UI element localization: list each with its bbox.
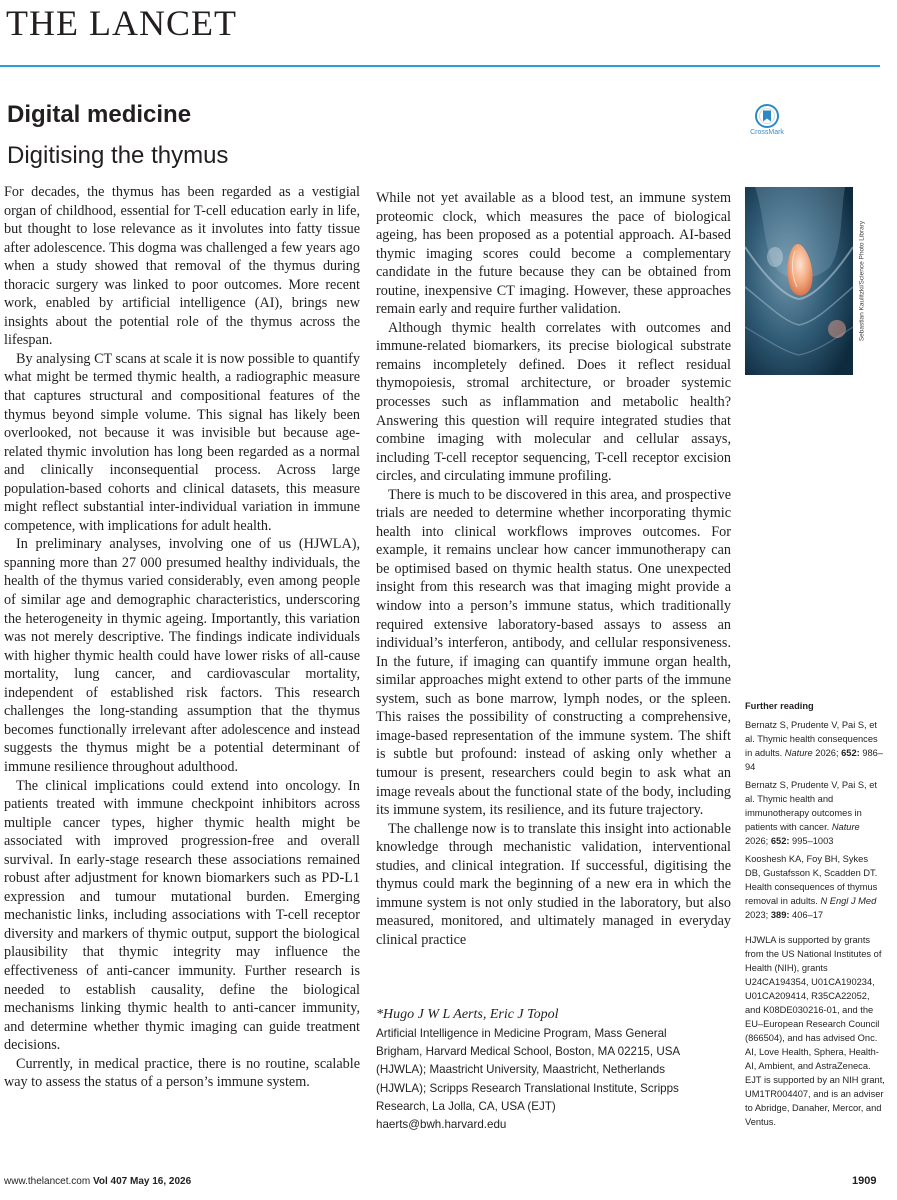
author-email[interactable]: haerts@bwh.harvard.edu — [376, 1118, 507, 1132]
footer-date: May 16, 2026 — [130, 1176, 192, 1187]
article-title: Digitising the thymus — [7, 142, 229, 169]
thymus-illustration — [745, 187, 853, 375]
crossmark-label: CrossMark — [750, 129, 784, 136]
body-paragraph: The challenge now is to translate this insight into actionable knowledge through mechanistic validation, interventional studies, and clinical integration. If successful, digitising the thymus could mark the beginning of a new era in which the immune system is not only studied in the laboratory, but also measured, monitored, and ultimately managed in everyday clinical practice — [376, 820, 731, 948]
journal-masthead: THE LANCET — [6, 3, 237, 43]
body-column-2 — [376, 189, 731, 949]
crossmark-badge[interactable] — [745, 104, 789, 136]
photo-credit-text: Sebastian Kaulitzki/Science Photo Library — [858, 220, 866, 342]
author-line: *Hugo J W L Aerts, Eric J Topol — [376, 1007, 559, 1022]
body-paragraph: Although thymic health correlates with outcomes and immune-related biomarkers, its precise biological substrate remains incompletely defined. Does it reflect residual thymopoiesis, stromal architecture, or broader systemic processes such as inflammation and metabolic health? Answering this question will require integrated studies that combine imaging with molecular and cellular assays, including T-cell receptor sequencing, T-cell receptor excision circles, and circulating immune profiling. — [376, 319, 731, 485]
section-heading: Digital medicine — [7, 101, 192, 128]
body-paragraph: There is much to be discovered in this area, and prospective trials are needed to determine whether incorporating thymic health into clinical workflows improves outcomes. For example, it remains unclear how cancer immunotherapy can be optimised based on thymic health status. One unexpected insight from this research was that imaging might provide a window into a person’s immune status, which traditionally required extensive laboratory-based assays to assess an individual’s interferon, antibody, and cellular responsiveness. In the future, if imaging can quantify immune organ health, similar approaches might extend to other parts of the immune system, such as bone marrow, lymph nodes, or the spleen. This raises the possibility of constructing a comprehensive, image-based representation of the immune system. The shift is subtle but profound: instead of asking only whether a tumour is present, researchers could begin to ask what an image reveals about the functional state of the body, including its immune system, its resilience, and its future trajectory. — [376, 486, 731, 819]
body-paragraph: While not yet available as a blood test, an immune system proteomic clock, which measures the pace of biological ageing, has been proposed as a potential approach. AI-based thymic imaging scores could become a complementary candidate in the future because they can be obtained from routine, inexpensive CT imaging. However, these approaches remain early and require further validation. — [376, 190, 731, 318]
body-paragraph: The clinical implications could extend into oncology. In patients treated with immune checkpoint inhibitors across multiple cancer types, higher thymic health might be associated with improved progression-free and overall survival. In early-stage research these associations remained robust after adjustment for known biomarkers such as PD-L1 expression and tumour mutational burden. Emerging mechanistic links, including associations with T-cell receptor diversity and markers of thymic output, support the biological plausibility that thymic integrity may influence the effectiveness of anti-cancer immunity. Further research is needed to establish causality, define the biological mechanisms linking thymic health to anti-cancer immunity, and determine whether thymic imaging can guide treatment decisions. — [4, 777, 360, 1054]
body-paragraph: By analysing CT scans at scale it is now possible to quantify what might be termed thymic health, a radiographic measure that captures structural and compositional features of the thymus beyond simple volume. This signal has likely been overlooked, not because it was invisible but because age-related thymic involution has long been regarded as a normal and clinically inconsequential process. Across large population-based cohorts and clinical datasets, this measure might reflect substantial inter-individual variation in immune competence, with implications for adult health. — [4, 350, 360, 534]
author-affiliations — [376, 1025, 706, 1134]
photo-credit — [855, 187, 869, 375]
reference-item[interactable]: Bernatz S, Prudente V, Pai S, et al. Thymic health and immunotherapy outcomes in patients with cancer. Nature 2026; 652: 995–1003 — [745, 780, 877, 846]
masthead-rule — [0, 65, 880, 67]
sidebar-further-reading — [745, 699, 885, 1129]
crossmark-icon — [755, 104, 779, 128]
page-footer — [4, 1176, 191, 1187]
body-column-1 — [4, 183, 360, 1092]
reference-item[interactable]: Bernatz S, Prudente V, Pai S, et al. Thymic health consequences in adults. Nature 2026; 652: 986–94 — [745, 720, 884, 772]
body-paragraph: For decades, the thymus has been regarded as a vestigial organ of childhood, essential for T-cell education early in life, but thought to lose relevance as it involutes into fatty tissue after adolescence. This dogma was challenged a few years ago when a study showed that removal of the thymus during thoracic surgery was linked to poor outcomes. More recent work, enabled by artificial intelligence (AI), brings new insights about the potential role of the thymus across the lifespan. — [4, 184, 360, 349]
body-paragraph: In preliminary analyses, involving one of us (HJWLA), spanning more than 27 000 presumed healthy individuals, the health of the thymus varied considerably, even among people of similar age and demographic characteristics, underscoring the heterogeneity in thymic ageing. Importantly, this variation was not merely descriptive. The findings indicate individuals with higher thymic health could have lower risks of all-cause mortality, lung cancer, and cardiovascular mortality, independent of established risk factors. This research challenges the long-standing assumption that the thymus becomes functionally irrelevant after adolescence and instead suggests the thymus might be a potential determinant of immune resilience throughout adulthood. — [4, 536, 360, 775]
further-reading-heading: Further reading — [745, 701, 814, 711]
reference-item[interactable]: Kooshesh KA, Foy BH, Sykes DB, Gustafsson K, Scadden DT. Health consequences of thymus removal in adults. N Engl J Med 2023; 389: 406–17 — [745, 854, 878, 920]
footer-volume: Vol 407 — [92, 1176, 128, 1187]
body-paragraph: Currently, in medical practice, there is no routine, scalable way to assess the status of a person’s immune system. — [4, 1055, 360, 1091]
affiliation-text: Artificial Intelligence in Medicine Program, Mass General Brigham, Harvard Medical School, Boston, MA 02215, USA (HJWLA); Maastricht University, Maastricht, Netherlands (HJWLA); Scripps Research Translational Institute, Scripps Research, La Jolla, CA, USA (EJT) — [376, 1027, 680, 1113]
funding-note: HJWLA is supported by grants from the US National Institutes of Health (NIH), grants U24CA194354, U01CA190234, U01CA209414, R35CA22052, and K08DE030216-01, and the EU–European Research Council (866504), and has advised Onc. AI, Love Health, Sphera, Health-AI, Ambient, and AstraZeneca. EJT is supported by an NIH grant, UM1TR004407, and is an adviser to Abridge, Danaher, Mercor, and Ventus. — [745, 935, 885, 1127]
footer-site[interactable]: www.thelancet.com — [4, 1176, 91, 1187]
page-number: 1909 — [852, 1175, 877, 1187]
